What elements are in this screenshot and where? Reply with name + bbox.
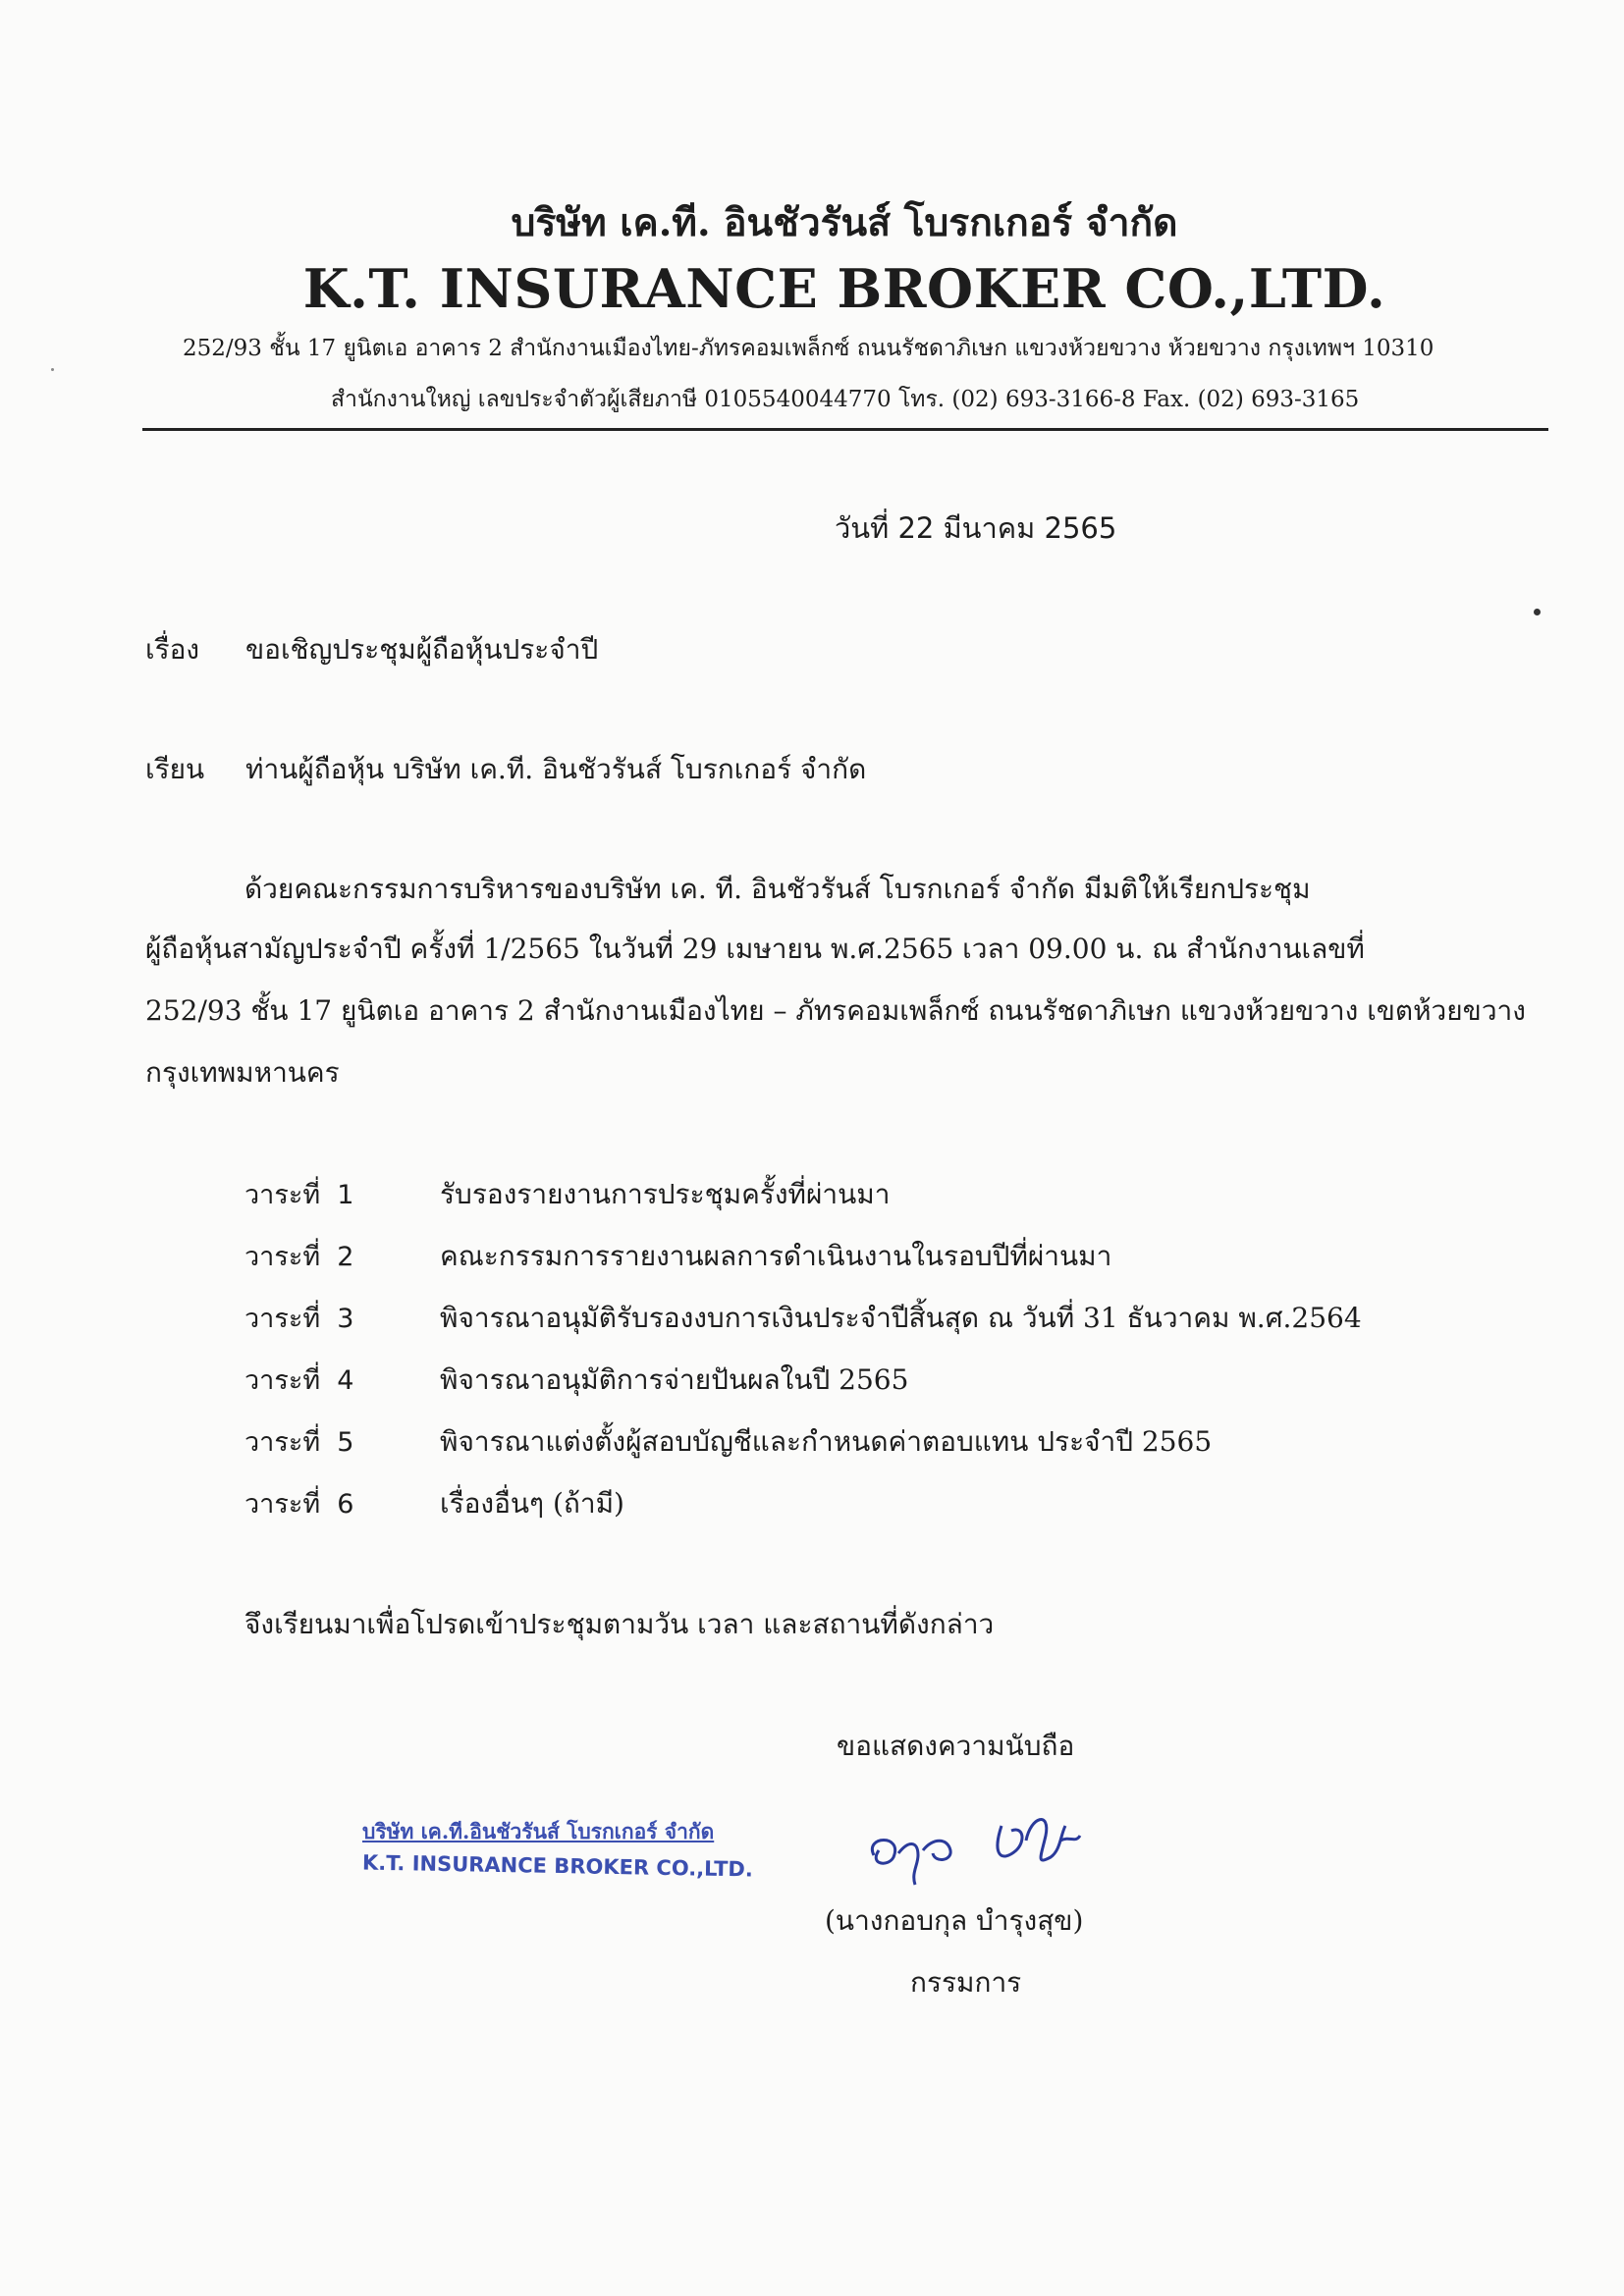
agenda-item-label: วาระที่ 3: [244, 1304, 354, 1334]
complimentary-close: ขอแสดงความนับถือ: [837, 1730, 1075, 1762]
letter-date: วันที่ 22 มีนาคม 2565: [835, 511, 1117, 545]
scan-speck: [51, 368, 54, 371]
stamp-english: K.T. INSURANCE BROKER CO.,LTD.: [361, 1850, 754, 1882]
company-tax-contact: สำนักงานใหญ่ เลขประจำตัวผู้เสียภาษี 0105540044770 โทร. (02) 693-3166-8 Fax. (02) 693-3165: [331, 387, 1360, 412]
agenda-item-text: พิจารณาแต่งตั้งผู้สอบบัญชีและกำหนดค่าตอบแทน ประจำปี 2565: [440, 1425, 1213, 1458]
agenda-item-label: วาระที่ 4: [244, 1365, 354, 1396]
agenda-item-text: เรื่องอื่นๆ (ถ้ามี): [440, 1487, 624, 1520]
body-line-4: กรุงเทพมหานคร: [145, 1056, 340, 1089]
recipient-label: เรียน: [145, 753, 205, 785]
body-line-2: ผู้ถือหุ้นสามัญประจำปี ครั้งที่ 1/2565 ในวันที่ 29 เมษายน พ.ศ.2565 เวลา 09.00 น. ณ สำนักงานเลขที่: [145, 933, 1365, 965]
body-line-3: 252/93 ชั้น 17 ยูนิตเอ อาคาร 2 สำนักงานเมืองไทย – ภัทรคอมเพล็กซ์ ถนนรัชดาภิเษก แขวงห้วยขวาง เขตห้วยขวาง: [145, 994, 1526, 1027]
handwritten-signature: [864, 1796, 1159, 1895]
agenda-item-label: วาระที่ 6: [244, 1489, 354, 1520]
body-line-1: ด้วยคณะกรรมการบริหารของบริษัท เค. ที. อินชัวรันส์ โบรกเกอร์ จำกัด มีมติให้เรียกประชุม: [244, 873, 1311, 905]
company-name-english: K.T. INSURANCE BROKER CO.,LTD.: [302, 257, 1386, 320]
agenda-item-label: วาระที่ 5: [244, 1427, 354, 1458]
company-stamp: [361, 1816, 754, 1882]
recipient-text: ท่านผู้ถือหุ้น บริษัท เค.ที. อินชัวรันส์ โบรกเกอร์ จำกัด: [245, 753, 867, 785]
agenda-item-text: พิจารณาอนุมัติรับรองงบการเงินประจำปีสิ้นสุด ณ วันที่ 31 ธันวาคม พ.ศ.2564: [440, 1302, 1362, 1334]
scan-speck: [1534, 609, 1541, 615]
subject-text: ขอเชิญประชุมผู้ถือหุ้นประจำปี: [245, 633, 599, 666]
letterhead-divider: [142, 428, 1548, 431]
signer-position: กรรมการ: [910, 1966, 1022, 1999]
agenda-item-label: วาระที่ 1: [244, 1180, 354, 1210]
stamp-thai: บริษัท เค.ที.อินชัวรันส์ โบรกเกอร์ จำกัด: [362, 1819, 715, 1843]
agenda-item-label: วาระที่ 2: [244, 1242, 354, 1272]
agenda-item-text: คณะกรรมการรายงานผลการดำเนินงานในรอบปีที่ผ่านมา: [440, 1240, 1112, 1272]
company-name-thai: บริษัท เค.ที. อินชัวรันส์ โบรกเกอร์ จำกัด: [511, 200, 1178, 245]
company-address: 252/93 ชั้น 17 ยูนิตเอ อาคาร 2 สำนักงานเมืองไทย-ภัทรคอมเพล็กซ์ ถนนรัชดาภิเษก แขวงห้วยขวาง ห้วยขวาง กรุงเทพฯ 10310: [183, 336, 1435, 361]
closing-sentence: จึงเรียนมาเพื่อโปรดเข้าประชุมตามวัน เวลา และสถานที่ดังกล่าว: [244, 1608, 995, 1640]
agenda-item-text: พิจารณาอนุมัติการจ่ายปันผลในปี 2565: [440, 1363, 909, 1396]
subject-label: เรื่อง: [145, 633, 200, 666]
signer-name: (นางกอบกุล บำรุงสุข): [825, 1904, 1084, 1937]
agenda-item-text: รับรองรายงานการประชุมครั้งที่ผ่านมา: [440, 1178, 891, 1210]
